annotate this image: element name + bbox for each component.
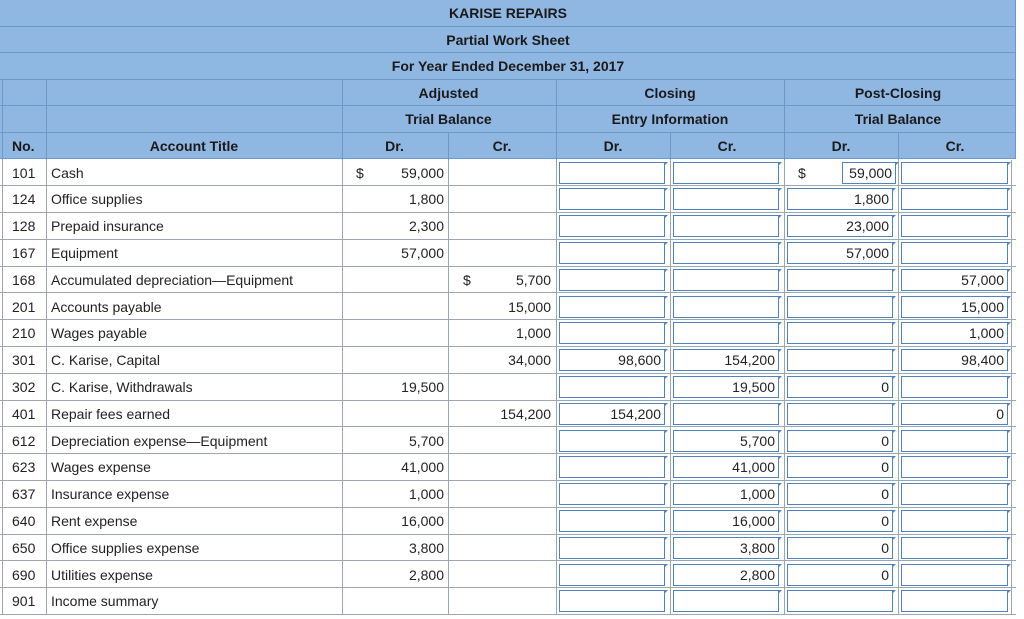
closing-credit-input[interactable] bbox=[673, 590, 779, 612]
closing-debit-input[interactable] bbox=[559, 376, 665, 398]
account-title: Insurance expense bbox=[51, 486, 170, 503]
adjusted-debit: 5,700 bbox=[408, 432, 444, 449]
account-number: 640 bbox=[12, 512, 36, 529]
account-number: 650 bbox=[12, 539, 36, 556]
adj-dr-header: Dr. bbox=[385, 137, 404, 154]
table-row bbox=[0, 294, 1016, 321]
closing-debit-input[interactable] bbox=[559, 510, 665, 532]
closing-debit-input[interactable] bbox=[559, 215, 665, 237]
closing-credit-input[interactable]: 41,000 bbox=[673, 456, 779, 478]
adjusted-credit bbox=[449, 213, 553, 239]
adjusted-credit bbox=[449, 481, 553, 507]
closing-credit-input[interactable] bbox=[673, 188, 779, 210]
closing-credit-input[interactable] bbox=[673, 215, 779, 237]
account-number: 690 bbox=[12, 566, 36, 583]
table-row bbox=[0, 320, 1016, 347]
postclosing-dr-dollar-sign: $ bbox=[798, 164, 806, 181]
header-row-groups-2 bbox=[0, 106, 1016, 133]
header-row-sheet bbox=[0, 27, 1016, 54]
postclosing-debit-input[interactable]: 57,000 bbox=[787, 242, 893, 264]
closing-debit-input[interactable] bbox=[559, 269, 665, 291]
adjusted-debit: 19,500 bbox=[401, 378, 444, 395]
account-number: 128 bbox=[12, 218, 36, 235]
pc-cr-header: Cr. bbox=[945, 137, 965, 154]
table-row bbox=[0, 186, 1016, 213]
account-number: 167 bbox=[12, 244, 36, 261]
adjusted-cr-dollar-sign: $ bbox=[463, 271, 471, 288]
postclosing-debit-input[interactable] bbox=[787, 349, 893, 371]
group-closing-line1: Closing bbox=[644, 84, 696, 101]
adjusted-credit bbox=[449, 588, 553, 614]
closing-debit-input[interactable] bbox=[559, 483, 665, 505]
closing-debit-input[interactable] bbox=[559, 456, 665, 478]
closing-credit-input[interactable]: 16,000 bbox=[673, 510, 779, 532]
table-row bbox=[0, 401, 1016, 428]
table-row bbox=[0, 160, 1016, 187]
adjusted-debit bbox=[342, 347, 446, 373]
postclosing-debit-input[interactable]: 0 bbox=[787, 430, 893, 452]
account-number: 302 bbox=[12, 378, 36, 395]
postclosing-credit-input[interactable] bbox=[901, 564, 1008, 586]
account-title: Office supplies bbox=[51, 191, 143, 208]
closing-debit-input[interactable] bbox=[559, 537, 665, 559]
postclosing-debit-input[interactable]: 0 bbox=[787, 483, 893, 505]
postclosing-debit-input[interactable]: 0 bbox=[787, 456, 893, 478]
adjusted-debit: 1,000 bbox=[408, 486, 444, 503]
adj-cr-header: Cr. bbox=[492, 137, 512, 154]
account-title: Wages payable bbox=[51, 325, 147, 342]
closing-debit-input[interactable] bbox=[559, 242, 665, 264]
table-row bbox=[0, 240, 1016, 267]
adjusted-debit bbox=[342, 267, 446, 293]
adjusted-credit: 5,700 bbox=[515, 271, 551, 288]
pc-dr-header: Dr. bbox=[831, 137, 851, 154]
account-title: Accumulated depreciation—Equipment bbox=[51, 271, 294, 288]
account-title: Equipment bbox=[51, 244, 118, 261]
adjusted-credit bbox=[449, 454, 553, 480]
col-no-header: No. bbox=[12, 137, 35, 154]
table-row bbox=[0, 347, 1016, 374]
postclosing-debit-input[interactable]: 0 bbox=[787, 564, 893, 586]
group-adjusted-line1: Adjusted bbox=[418, 84, 479, 101]
adjusted-credit bbox=[449, 374, 553, 400]
closing-credit-input[interactable] bbox=[673, 242, 779, 264]
account-title: Utilities expense bbox=[51, 566, 153, 583]
account-title: Wages expense bbox=[51, 459, 151, 476]
account-title: Repair fees earned bbox=[51, 405, 171, 422]
closing-debit-input[interactable] bbox=[559, 162, 665, 184]
account-title: Income summary bbox=[51, 593, 159, 610]
account-number: 168 bbox=[12, 271, 36, 288]
adjusted-credit bbox=[449, 240, 553, 266]
account-title: Depreciation expense—Equipment bbox=[51, 432, 268, 449]
adjusted-credit: 154,200 bbox=[500, 405, 551, 422]
adjusted-debit bbox=[342, 588, 446, 614]
table-row bbox=[0, 213, 1016, 240]
closing-credit-input[interactable]: 1,000 bbox=[673, 483, 779, 505]
header-row-company bbox=[0, 0, 1016, 27]
postclosing-credit-input[interactable] bbox=[901, 215, 1008, 237]
closing-debit-input[interactable] bbox=[559, 590, 665, 612]
table-row bbox=[0, 562, 1016, 589]
account-number: 101 bbox=[12, 164, 36, 181]
closing-credit-input[interactable]: 154,200 bbox=[673, 349, 779, 371]
postclosing-debit-input[interactable] bbox=[787, 269, 893, 291]
closing-debit-input[interactable]: 98,600 bbox=[559, 349, 665, 371]
adjusted-credit bbox=[449, 535, 553, 561]
postclosing-credit-input[interactable]: 0 bbox=[901, 403, 1008, 425]
group-adjusted-line2: Trial Balance bbox=[405, 111, 492, 127]
adjusted-credit bbox=[449, 186, 553, 212]
adjusted-debit: 41,000 bbox=[401, 459, 444, 476]
postclosing-debit-input[interactable]: 59,000 bbox=[842, 162, 896, 184]
postclosing-debit-input[interactable]: 0 bbox=[787, 537, 893, 559]
postclosing-credit-input[interactable] bbox=[901, 590, 1008, 612]
account-number: 301 bbox=[12, 352, 36, 369]
closing-debit-input[interactable] bbox=[559, 430, 665, 452]
adjusted-credit bbox=[449, 508, 553, 534]
adjusted-debit: 1,800 bbox=[408, 191, 444, 208]
group-closing-line2: Entry Information bbox=[611, 111, 729, 127]
table-row bbox=[0, 267, 1016, 294]
adjusted-dr-dollar-sign: $ bbox=[356, 164, 364, 181]
adjusted-debit bbox=[342, 294, 446, 320]
closing-debit-input[interactable] bbox=[559, 296, 665, 318]
header-row-columns bbox=[0, 133, 1016, 160]
closing-debit-input[interactable]: 154,200 bbox=[559, 403, 665, 425]
adjusted-credit bbox=[449, 562, 553, 588]
postclosing-credit-input[interactable]: 15,000 bbox=[901, 296, 1008, 318]
closing-credit-input[interactable]: 5,700 bbox=[673, 430, 779, 452]
table-row bbox=[0, 508, 1016, 535]
table-row bbox=[0, 454, 1016, 481]
closing-credit-input[interactable] bbox=[673, 403, 779, 425]
account-number: 612 bbox=[12, 432, 36, 449]
account-title: Cash bbox=[51, 164, 84, 181]
account-title: Accounts payable bbox=[51, 298, 162, 315]
postclosing-credit-input[interactable]: 1,000 bbox=[901, 322, 1008, 344]
col-title-header: Account Title bbox=[149, 137, 239, 154]
postclosing-debit-input[interactable] bbox=[787, 322, 893, 344]
account-number: 623 bbox=[12, 459, 36, 476]
postclosing-credit-input[interactable] bbox=[901, 376, 1008, 398]
postclosing-debit-input[interactable] bbox=[787, 590, 893, 612]
adjusted-debit bbox=[342, 401, 446, 427]
table-row bbox=[0, 588, 1016, 615]
account-number: 210 bbox=[12, 325, 36, 342]
adjusted-debit: 2,300 bbox=[408, 218, 444, 235]
closing-debit-input[interactable] bbox=[559, 322, 665, 344]
account-title: Office supplies expense bbox=[51, 539, 200, 556]
sheet-title: Partial Work Sheet bbox=[446, 31, 570, 48]
account-number: 901 bbox=[12, 593, 36, 610]
postclosing-credit-input[interactable] bbox=[901, 537, 1008, 559]
adjusted-credit: 1,000 bbox=[515, 325, 551, 342]
adjusted-debit: 59,000 bbox=[401, 164, 444, 181]
adjusted-debit bbox=[342, 320, 446, 346]
postclosing-debit-input[interactable]: 0 bbox=[787, 510, 893, 532]
closing-credit-input[interactable]: 2,800 bbox=[673, 564, 779, 586]
closing-credit-input[interactable]: 3,800 bbox=[673, 537, 779, 559]
adjusted-debit: 2,800 bbox=[408, 566, 444, 583]
postclosing-debit-input[interactable]: 0 bbox=[787, 376, 893, 398]
postclosing-credit-input[interactable]: 98,400 bbox=[901, 349, 1008, 371]
company-name: KARISE REPAIRS bbox=[449, 5, 567, 21]
account-title: Prepaid insurance bbox=[51, 218, 164, 235]
period-title: For Year Ended December 31, 2017 bbox=[391, 58, 625, 74]
closing-credit-input[interactable] bbox=[673, 322, 779, 344]
adjusted-credit: 34,000 bbox=[508, 352, 551, 369]
adjusted-debit: 16,000 bbox=[401, 512, 444, 529]
closing-credit-input[interactable] bbox=[673, 296, 779, 318]
closing-debit-input[interactable] bbox=[559, 564, 665, 586]
account-number: 201 bbox=[12, 298, 36, 315]
account-number: 637 bbox=[12, 486, 36, 503]
group-postclosing-line2: Trial Balance bbox=[854, 111, 942, 127]
postclosing-debit-input[interactable] bbox=[787, 403, 893, 425]
table-row bbox=[0, 374, 1016, 401]
postclosing-credit-input[interactable] bbox=[901, 430, 1008, 452]
postclosing-credit-input[interactable] bbox=[901, 162, 1008, 184]
table-row bbox=[0, 481, 1016, 508]
account-title: C. Karise, Withdrawals bbox=[51, 378, 193, 395]
postclosing-debit-input[interactable]: 1,800 bbox=[787, 188, 893, 210]
account-title: Rent expense bbox=[51, 512, 138, 529]
adjusted-credit bbox=[449, 428, 553, 454]
cl-cr-header: Cr. bbox=[717, 137, 737, 154]
adjusted-credit bbox=[449, 160, 553, 186]
header-row-groups-1 bbox=[0, 80, 1016, 107]
postclosing-credit-input[interactable]: 57,000 bbox=[901, 269, 1008, 291]
postclosing-credit-input[interactable] bbox=[901, 456, 1008, 478]
table-row bbox=[0, 428, 1016, 455]
closing-credit-input[interactable] bbox=[673, 162, 779, 184]
closing-credit-input[interactable]: 19,500 bbox=[673, 376, 779, 398]
cl-dr-header: Dr. bbox=[603, 137, 623, 154]
adjusted-debit: 57,000 bbox=[401, 244, 444, 261]
group-postclosing-line1: Post-Closing bbox=[854, 84, 942, 101]
account-number: 401 bbox=[12, 405, 36, 422]
postclosing-debit-input[interactable] bbox=[787, 296, 893, 318]
postclosing-credit-input[interactable] bbox=[901, 242, 1008, 264]
postclosing-credit-input[interactable] bbox=[901, 188, 1008, 210]
closing-credit-input[interactable] bbox=[673, 269, 779, 291]
postclosing-credit-input[interactable] bbox=[901, 483, 1008, 505]
adjusted-debit: 3,800 bbox=[408, 539, 444, 556]
adjusted-credit: 15,000 bbox=[508, 298, 551, 315]
postclosing-credit-input[interactable] bbox=[901, 510, 1008, 532]
postclosing-debit-input[interactable]: 23,000 bbox=[787, 215, 893, 237]
closing-debit-input[interactable] bbox=[559, 188, 665, 210]
account-number: 124 bbox=[12, 191, 36, 208]
table-row bbox=[0, 535, 1016, 562]
account-title: C. Karise, Capital bbox=[51, 352, 160, 369]
header-row-period bbox=[0, 53, 1016, 80]
